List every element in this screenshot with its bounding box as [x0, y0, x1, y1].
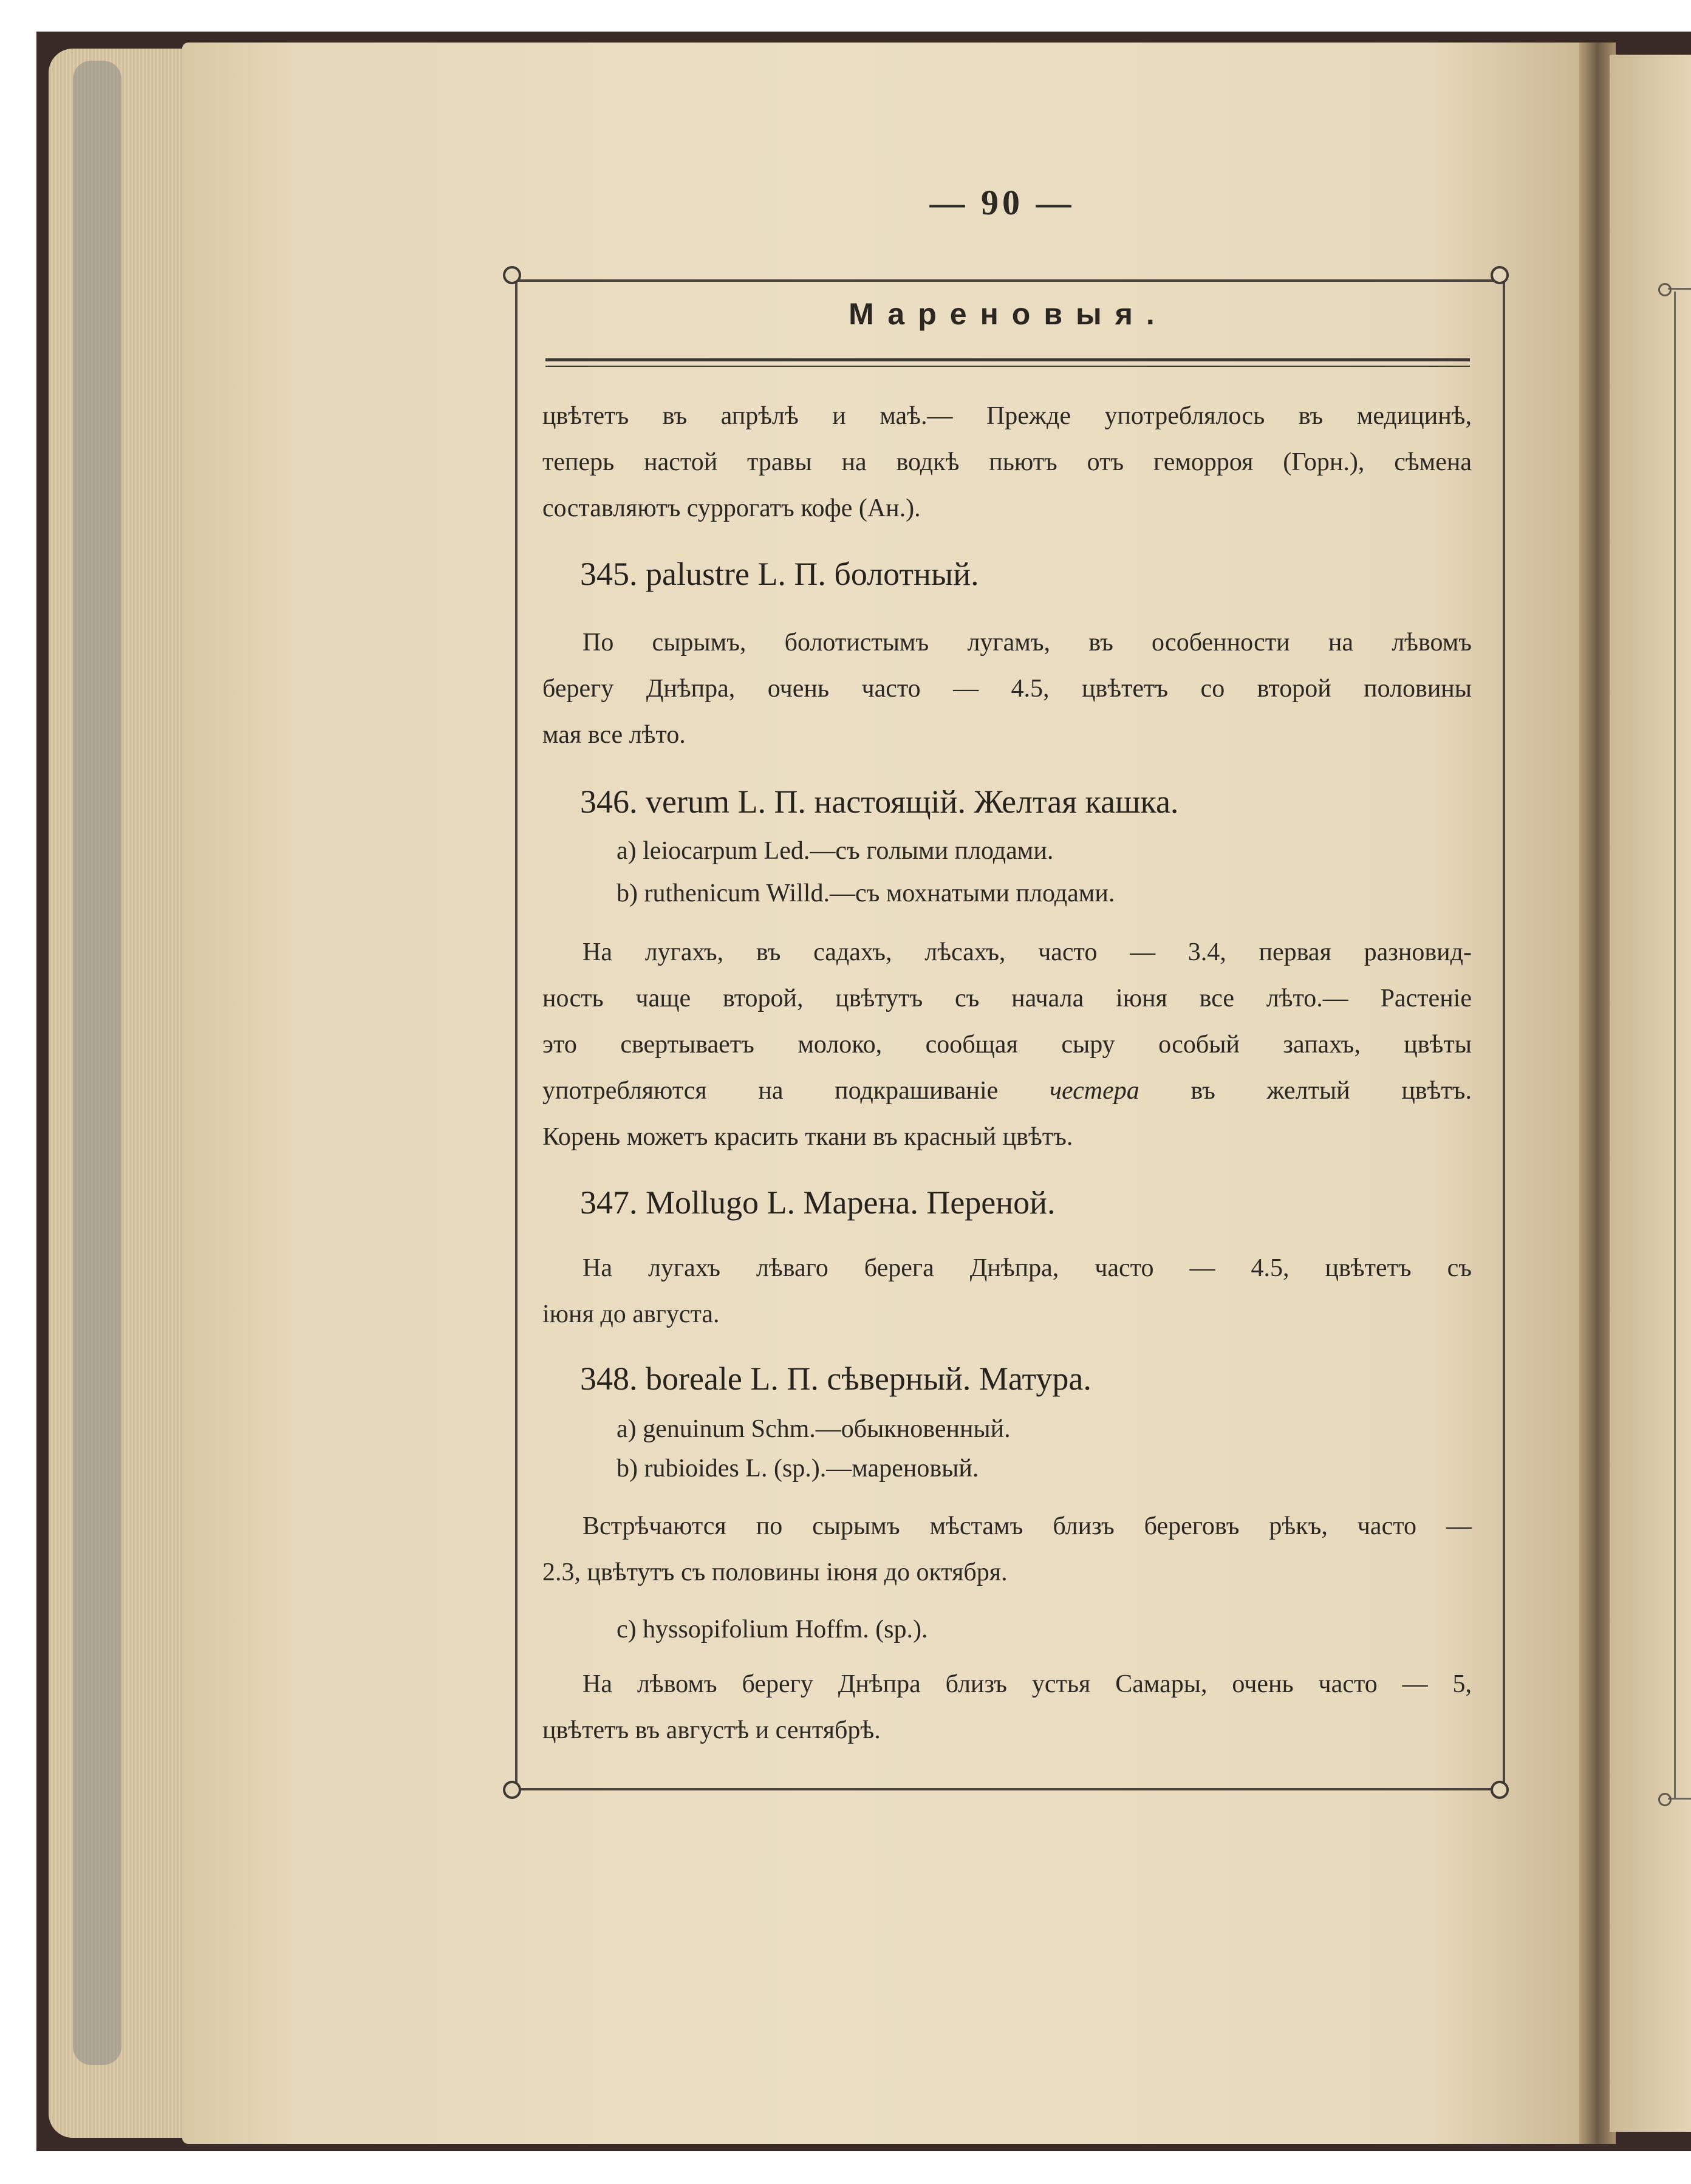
species-347-description [542, 1245, 1472, 1337]
species-heading-347: 347. Mollugo L. Марена. Переной. [580, 1184, 1056, 1221]
text-fragment: употребляются на подкрашиваніе [542, 1077, 999, 1105]
text-line: На лѣвомъ берегу Днѣпра близъ устья Самары, очень часто — 5, [582, 1670, 1472, 1698]
section-title: Мареновыя. [849, 297, 1168, 331]
species-346-description [542, 929, 1472, 1160]
intro-paragraph [542, 393, 1472, 531]
text-line: это свертываетъ молоко, сообщая сыру особый запахъ, цвѣты [542, 1031, 1472, 1059]
text-line [542, 1068, 1472, 1114]
italic-term: честера [1049, 1077, 1139, 1105]
species-heading-345: 345. palustre L. П. болотный. [580, 556, 979, 592]
species-heading-346: 346. verum L. П. настоящій. Желтая кашка. [580, 783, 1179, 820]
text-line: По сырымъ, болотистымъ лугамъ, въ особенности на лѣвомъ [582, 629, 1472, 657]
variety-item: a) leiocarpum Led.—съ голыми плодами. [617, 837, 1054, 865]
page-number: — 90 — [929, 183, 1075, 222]
variety-item: b) rubioides L. (sp.).—мареновый. [617, 1455, 979, 1483]
text-line: берегу Днѣпра, очень часто — 4.5, цвѣтетъ со второй половины [542, 675, 1472, 703]
text-line: теперь настой травы на водкѣ пьютъ отъ геморроя (Горн.), сѣмена [542, 448, 1472, 476]
variety-item: a) genuinum Schm.—обыкновенный. [617, 1415, 1011, 1443]
text-line: Встрѣчаются по сырымъ мѣстамъ близъ береговъ рѣкъ, часто — [582, 1512, 1472, 1540]
text-line: На лугахъ лѣваго берега Днѣпра, часто — 4.5, цвѣтетъ съ [582, 1254, 1472, 1282]
text-line: іюня до августа. [542, 1300, 720, 1328]
variety-item: b) ruthenicum Willd.—съ мохнатыми плодами. [617, 879, 1115, 907]
text-line: На лугахъ, въ садахъ, лѣсахъ, часто — 3.4, первая разновид- [582, 938, 1472, 966]
text-line: Корень можетъ красить ткани въ красный цвѣтъ. [542, 1123, 1073, 1151]
variety-item: c) hyssopifolium Hoffm. (sp.). [617, 1616, 928, 1643]
page-edge-shadow [73, 61, 121, 2065]
species-345-description [542, 619, 1472, 758]
text-line: составляютъ суррогатъ кофе (Ан.). [542, 494, 921, 522]
species-348-description [542, 1503, 1472, 1595]
right-page-frame-side [1674, 292, 1676, 1798]
title-rule-thin [545, 366, 1470, 367]
text-line: мая все лѣто. [542, 721, 686, 749]
corner-ornament [1491, 266, 1509, 284]
text-line: цвѣтетъ въ апрѣлѣ и маѣ.— Прежде употреблялось въ медицинѣ, [542, 402, 1472, 430]
species-heading-348: 348. boreale L. П. сѣверный. Матура. [580, 1360, 1091, 1397]
title-rule [545, 358, 1470, 361]
text-fragment: въ желтый цвѣтъ. [1191, 1077, 1472, 1105]
corner-ornament [1491, 1781, 1509, 1799]
right-page-corner-ornament [1658, 283, 1672, 296]
species-348c-description [542, 1661, 1472, 1753]
text-line: цвѣтетъ въ августѣ и сентябрѣ. [542, 1716, 881, 1744]
text-line: 2.3, цвѣтутъ съ половины іюня до октября. [542, 1558, 1008, 1586]
text-line: ность чаще второй, цвѣтутъ съ начала іюня все лѣто.— Растеніе [542, 985, 1472, 1012]
right-page-edge [1610, 55, 1691, 2132]
right-page-corner-ornament [1658, 1793, 1672, 1806]
corner-ornament [503, 1781, 521, 1799]
corner-ornament [503, 266, 521, 284]
